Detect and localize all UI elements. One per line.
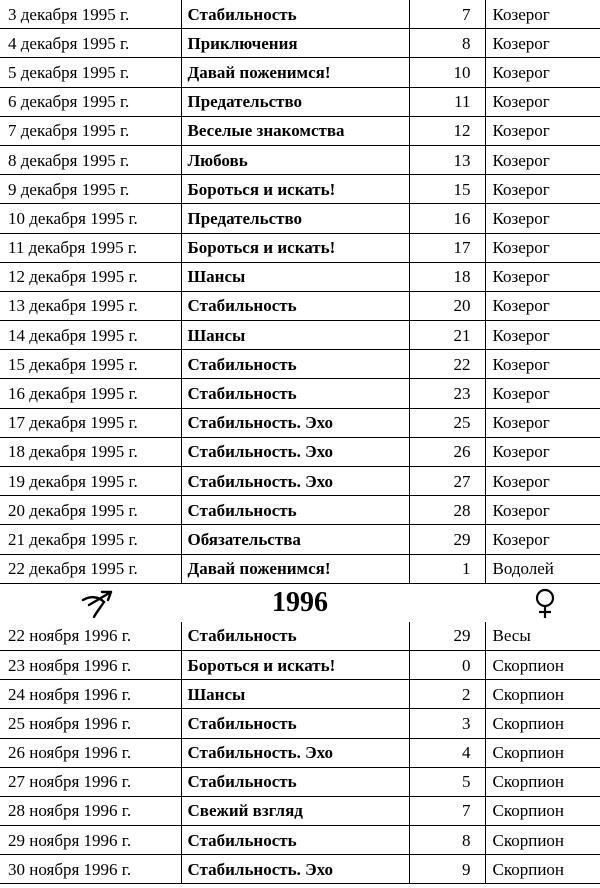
title-cell: Стабильность xyxy=(181,350,409,379)
table-row xyxy=(0,467,600,496)
number-cell: 2 xyxy=(409,680,485,709)
number-cell: 29 xyxy=(409,525,485,554)
table-row xyxy=(0,58,600,87)
title-cell: Стабильность. Эхо xyxy=(181,738,409,767)
zodiac-sign-cell: Козерог xyxy=(485,262,600,291)
title-cell: Стабильность xyxy=(181,709,409,738)
title-cell: Давай поженимся! xyxy=(181,554,409,583)
table-row xyxy=(0,29,600,58)
zodiac-sign-cell: Козерог xyxy=(485,204,600,233)
zodiac-sign-cell: Козерог xyxy=(485,175,600,204)
table-row xyxy=(0,496,600,525)
number-cell: 9 xyxy=(409,855,485,884)
zodiac-sign-cell: Скорпион xyxy=(485,826,600,855)
title-cell: Бороться и искать! xyxy=(181,175,409,204)
table-row xyxy=(0,175,600,204)
title-cell: Предательство xyxy=(181,87,409,116)
date-cell: 29 ноября 1996 г. xyxy=(0,826,181,855)
date-cell: 8 декабря 1995 г. xyxy=(0,145,181,174)
number-cell: 7 xyxy=(409,796,485,825)
number-cell: 10 xyxy=(409,58,485,87)
table-row xyxy=(0,709,600,738)
title-cell: Стабильность xyxy=(181,496,409,525)
zodiac-sign-cell: Весы xyxy=(485,622,600,651)
number-cell: 15 xyxy=(409,175,485,204)
title-cell: Свежий взгляд xyxy=(181,796,409,825)
title-cell: Шансы xyxy=(181,321,409,350)
number-cell: 12 xyxy=(409,116,485,145)
zodiac-sign-cell: Козерог xyxy=(485,437,600,466)
number-cell: 20 xyxy=(409,291,485,320)
date-cell: 4 декабря 1995 г. xyxy=(0,29,181,58)
zodiac-sign-cell: Скорпион xyxy=(485,650,600,679)
zodiac-sign-cell: Водолей xyxy=(485,554,600,583)
title-cell: Стабильность. Эхо xyxy=(181,408,409,437)
table-row xyxy=(0,145,600,174)
table-row xyxy=(0,525,600,554)
number-cell: 21 xyxy=(409,321,485,350)
year-title: 1996 xyxy=(272,586,328,618)
number-cell: 25 xyxy=(409,408,485,437)
number-cell: 26 xyxy=(409,437,485,466)
table-row xyxy=(0,204,600,233)
title-cell: Приключения xyxy=(181,29,409,58)
number-cell: 27 xyxy=(409,467,485,496)
date-cell: 20 декабря 1995 г. xyxy=(0,496,181,525)
date-cell: 27 ноября 1996 г. xyxy=(0,767,181,796)
date-cell: 22 ноября 1996 г. xyxy=(0,622,181,651)
date-cell: 9 декабря 1995 г. xyxy=(0,175,181,204)
date-cell: 28 ноября 1996 г. xyxy=(0,796,181,825)
table-row xyxy=(0,437,600,466)
zodiac-sign-cell: Козерог xyxy=(485,291,600,320)
title-cell: Шансы xyxy=(181,262,409,291)
number-cell: 8 xyxy=(409,29,485,58)
table-row xyxy=(0,408,600,437)
number-cell: 3 xyxy=(409,709,485,738)
zodiac-sign-cell: Козерог xyxy=(485,0,600,29)
title-cell: Любовь xyxy=(181,145,409,174)
title-cell: Обязательства xyxy=(181,525,409,554)
date-cell: 23 ноября 1996 г. xyxy=(0,650,181,679)
zodiac-sign-cell: Козерог xyxy=(485,233,600,262)
zodiac-sign-cell: Скорпион xyxy=(485,738,600,767)
table-row xyxy=(0,350,600,379)
table-row xyxy=(0,87,600,116)
date-cell: 19 декабря 1995 г. xyxy=(0,467,181,496)
zodiac-sign-cell: Скорпион xyxy=(485,855,600,884)
date-cell: 7 декабря 1995 г. xyxy=(0,116,181,145)
date-cell: 5 декабря 1995 г. xyxy=(0,58,181,87)
title-cell: Бороться и искать! xyxy=(181,233,409,262)
date-cell: 13 декабря 1995 г. xyxy=(0,291,181,320)
table-row xyxy=(0,855,600,884)
title-cell: Давай поженимся! xyxy=(181,58,409,87)
title-cell: Бороться и искать! xyxy=(181,650,409,679)
year-heading-band xyxy=(0,584,600,622)
date-cell: 12 декабря 1995 г. xyxy=(0,262,181,291)
table-row xyxy=(0,233,600,262)
zodiac-sign-cell: Козерог xyxy=(485,350,600,379)
number-cell: 16 xyxy=(409,204,485,233)
number-cell: 29 xyxy=(409,622,485,651)
number-cell: 7 xyxy=(409,0,485,29)
number-cell: 23 xyxy=(409,379,485,408)
zodiac-sign-cell: Козерог xyxy=(485,408,600,437)
table-row xyxy=(0,321,600,350)
date-cell: 14 декабря 1995 г. xyxy=(0,321,181,350)
date-cell: 24 ноября 1996 г. xyxy=(0,680,181,709)
date-cell: 15 декабря 1995 г. xyxy=(0,350,181,379)
table-row xyxy=(0,291,600,320)
zodiac-sign-cell: Козерог xyxy=(485,145,600,174)
zodiac-sign-cell: Козерог xyxy=(485,321,600,350)
number-cell: 0 xyxy=(409,650,485,679)
number-cell: 8 xyxy=(409,826,485,855)
number-cell: 4 xyxy=(409,738,485,767)
number-cell: 11 xyxy=(409,87,485,116)
date-cell: 22 декабря 1995 г. xyxy=(0,554,181,583)
title-cell: Стабильность xyxy=(181,826,409,855)
title-cell: Стабильность xyxy=(181,0,409,29)
number-cell: 28 xyxy=(409,496,485,525)
zodiac-sign-cell: Скорпион xyxy=(485,709,600,738)
title-cell: Стабильность xyxy=(181,622,409,651)
zodiac-sign-cell: Козерог xyxy=(485,496,600,525)
zodiac-sign-cell: Козерог xyxy=(485,525,600,554)
number-cell: 13 xyxy=(409,145,485,174)
title-cell: Предательство xyxy=(181,204,409,233)
table-row xyxy=(0,650,600,679)
zodiac-sign-cell: Скорпион xyxy=(485,796,600,825)
date-cell: 30 ноября 1996 г. xyxy=(0,855,181,884)
title-cell: Стабильность. Эхо xyxy=(181,855,409,884)
number-cell: 5 xyxy=(409,767,485,796)
date-cell: 16 декабря 1995 г. xyxy=(0,379,181,408)
title-cell: Стабильность xyxy=(181,291,409,320)
table-row xyxy=(0,680,600,709)
zodiac-sign-cell: Скорпион xyxy=(485,680,600,709)
date-cell: 18 декабря 1995 г. xyxy=(0,437,181,466)
table-row xyxy=(0,379,600,408)
number-cell: 22 xyxy=(409,350,485,379)
zodiac-sign-cell: Козерог xyxy=(485,467,600,496)
date-cell: 21 декабря 1995 г. xyxy=(0,525,181,554)
date-cell: 26 ноября 1996 г. xyxy=(0,738,181,767)
number-cell: 18 xyxy=(409,262,485,291)
title-cell: Шансы xyxy=(181,680,409,709)
table-row xyxy=(0,622,600,651)
title-cell: Стабильность xyxy=(181,767,409,796)
title-cell: Стабильность. Эхо xyxy=(181,437,409,466)
zodiac-sign-cell: Козерог xyxy=(485,58,600,87)
date-cell: 25 ноября 1996 г. xyxy=(0,709,181,738)
number-cell: 17 xyxy=(409,233,485,262)
table-row xyxy=(0,554,600,583)
table-row xyxy=(0,826,600,855)
zodiac-sign-cell: Козерог xyxy=(485,29,600,58)
venus-symbol-icon xyxy=(530,587,560,619)
table-row xyxy=(0,796,600,825)
zodiac-sign-cell: Скорпион xyxy=(485,767,600,796)
zodiac-sign-cell: Козерог xyxy=(485,87,600,116)
date-cell: 6 декабря 1995 г. xyxy=(0,87,181,116)
date-cell: 17 декабря 1995 г. xyxy=(0,408,181,437)
title-cell: Веселые знакомства xyxy=(181,116,409,145)
zodiac-sign-cell: Козерог xyxy=(485,379,600,408)
zodiac-sign-cell: Козерог xyxy=(485,116,600,145)
table-row xyxy=(0,767,600,796)
schedule-table-1996 xyxy=(0,622,600,885)
table-row xyxy=(0,262,600,291)
title-cell: Стабильность xyxy=(181,379,409,408)
number-cell: 1 xyxy=(409,554,485,583)
table-body-1996 xyxy=(0,622,600,884)
table-row xyxy=(0,0,600,29)
table-row xyxy=(0,738,600,767)
title-cell: Стабильность. Эхо xyxy=(181,467,409,496)
date-cell: 11 декабря 1995 г. xyxy=(0,233,181,262)
date-cell: 3 декабря 1995 г. xyxy=(0,0,181,29)
date-cell: 10 декабря 1995 г. xyxy=(0,204,181,233)
table-row xyxy=(0,116,600,145)
